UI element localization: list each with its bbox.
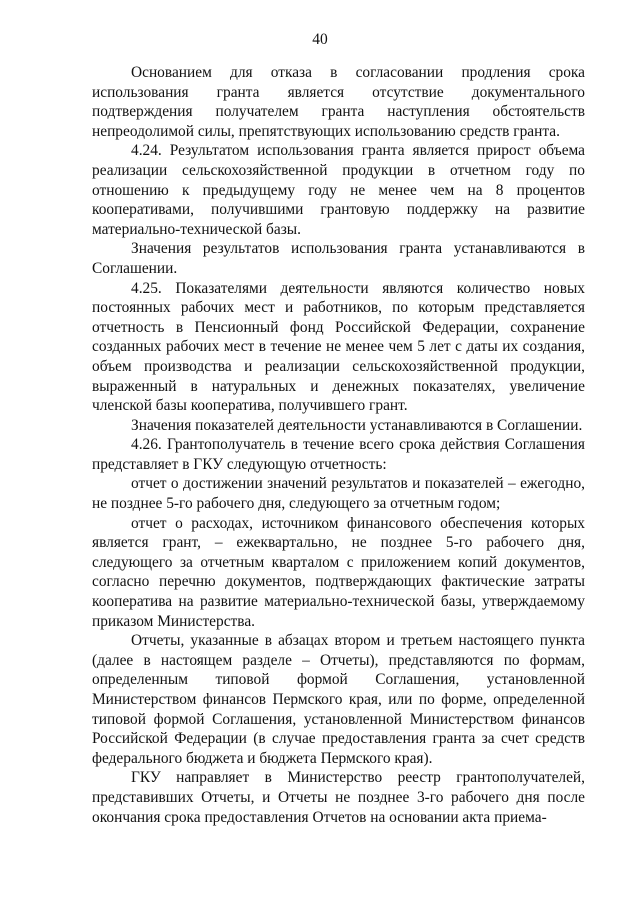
document-body <box>92 63 585 827</box>
paragraph-indicator-values: Значения показателей деятельности устанавливаются в Соглашении. <box>131 416 583 434</box>
paragraph-report-forms: Отчеты, указанные в абзацах втором и третьем настоящего пункта (далее в настоящем разделе – Отчеты), представляются по формам, определенным типовой формой Соглашения, установленной Министерством финансов Пермского края, или по форме, определенной типовой формой Соглашения, установленной Министерством финансов Российской Федерации (в случае предоставления гранта за счет средств федерального бюджета и бюджета Пермского края). <box>92 632 585 767</box>
page-number: 40 <box>312 31 328 48</box>
paragraph-result-values: Значения результатов использования гранта устанавливаются в Соглашении. <box>92 240 585 277</box>
paragraph-refusal-basis: Основанием для отказа в согласовании продления срока использования гранта является отсутствие документального подтверждения получателем гранта наступления обстоятельств непреодолимой силы, препятствующих использованию средств гранта. <box>92 64 585 140</box>
paragraph-achievement-report: отчет о достижении значений результатов и показателей – ежегодно, не позднее 5-го рабочего дня, следующего за отчетным годом; <box>92 475 585 513</box>
paragraph-gku-registry: ГКУ направляет в Министерство реестр грантополучателей, представивших Отчеты, и Отчеты не позднее 3-го рабочего дня после окончания срока предоставления Отчетов на основании акта приема- <box>92 769 585 826</box>
paragraph-4-24-result: 4.24. Результатом использования гранта является прирост объема реализации сельскохозяйственной продукции в отчетном году по отношению к предыдущему году не менее чем на 8 процентов кооперативами, получившими грантовую поддержку на развитие материально-технической базы. <box>92 142 585 238</box>
paragraph-expense-report: отчет о расходах, источником финансового обеспечения которых является грант, – ежеквартально, не позднее 5-го рабочего дня, следующего за отчетным кварталом с приложением копий документов, согласно перечню документов, подтверждающих фактические затраты кооператива на развитие материально-технической базы, утверждаемому приказом Министерства. <box>92 514 585 630</box>
paragraph-4-25-indicators: 4.25. Показателями деятельности являются количество новых постоянных рабочих мест и работников, по которым представляется отчетность в Пенсионный фонд Российской Федерации, сохранение созданных рабочих мест в течение не менее чем 5 лет с даты их создания, объем производства и реализации сельскохозяйственной продукции, выраженный в натуральных и денежных показателях, увеличение членской базы кооператива, получившего грант. <box>92 279 585 415</box>
paragraph-4-26-reporting: 4.26. Грантополучатель в течение всего срока действия Соглашения представляет в ГКУ следующую отчетность: <box>92 436 585 473</box>
